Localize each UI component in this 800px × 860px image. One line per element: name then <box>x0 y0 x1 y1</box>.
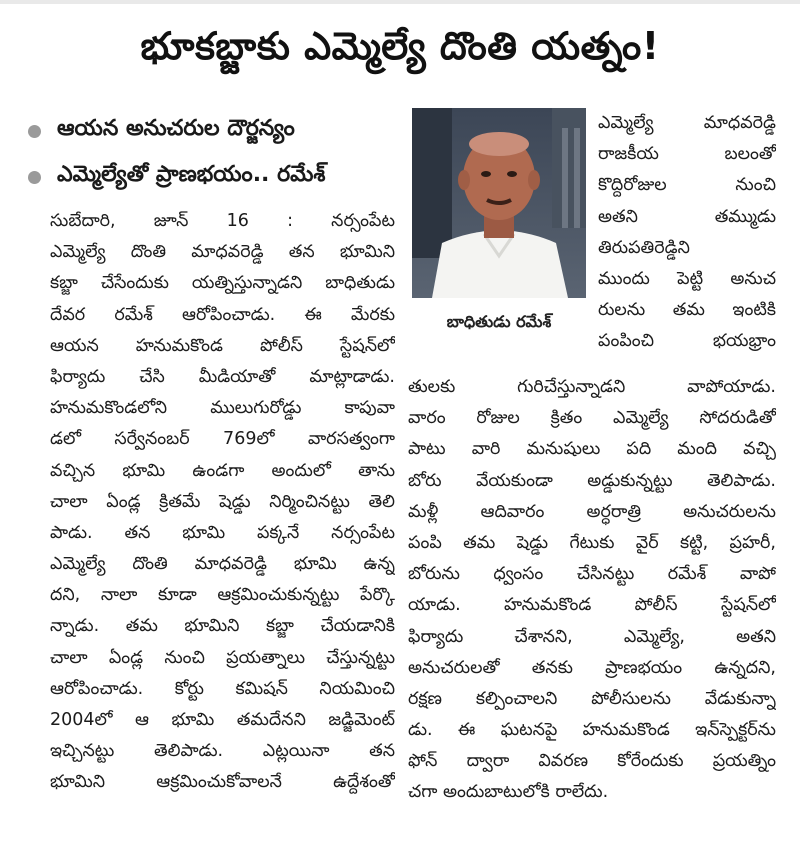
body-text-line: చాలా ఏండ్ల క్రితమే షెడ్డు నిర్మించినట్టు తెలి <box>50 491 395 512</box>
top-rule <box>0 0 800 4</box>
body-text-line: బోరును ధ్వంసం చేసినట్టు రమేశ్ వాపో <box>408 564 776 585</box>
body-text-line: ఎమ్మెల్యే దొంతి మాధవరెడ్డి తన భూమిని <box>50 242 395 263</box>
news-photo <box>412 108 586 298</box>
body-text-line: అతని తమ్ముడు <box>598 206 776 227</box>
body-text-line: తిరుపతిరెడ్డిని <box>598 237 690 258</box>
body-text-line: 2004లో ఆ భూమి తమదేనని జడ్జిమెంట్ <box>50 710 395 730</box>
body-text-line: ఆరోపించాడు. కోర్టు కమిషన్ నియమించి <box>50 678 395 699</box>
body-text-line: ముందు పెట్టి అనుచ <box>598 268 776 289</box>
body-text-line: భూమిని ఆక్రమించుకోవాలనే ఉద్దేశంతో <box>50 772 395 793</box>
person-photo-illustration <box>412 108 586 298</box>
body-text-line: ఇచ్చినట్టు తెలిపాడు. ఎట్లయినా తన <box>50 741 395 762</box>
body-text-line: ఎమ్మెల్యే దొంతి మాధవరెడ్డి భూమి ఉన్న <box>50 554 395 575</box>
body-text-line: న్నాడు. తమ భూమిని కబ్జా చేయడానికి <box>50 616 395 637</box>
body-text-line: ఎమ్మెల్యే మాధవరెడ్డి <box>598 113 776 133</box>
body-text-line: పాటు వారి మనుషులు పది మంది వచ్చి <box>408 439 776 460</box>
body-text-line: దేవర రమేశ్ ఆరోపించాడు. ఈ మేరకు <box>50 304 395 325</box>
body-text-line: మళ్లీ ఆదివారం అర్ధరాత్రి అనుచరులను <box>408 501 776 522</box>
body-text-line: దని, నాలా కూడా ఆక్రమించుకున్నట్టు పేర్కొ <box>50 585 395 606</box>
body-column-left <box>50 206 395 799</box>
body-text-line: రాజకీయ బలంతో <box>598 144 776 165</box>
body-text-line: వారం రోజుల క్రితం ఎమ్మెల్యే సోదరుడితో <box>408 408 776 429</box>
body-column-right-top <box>598 108 776 358</box>
subhead-item <box>20 108 410 154</box>
body-text-line: డు. ఈ ఘటనపై హనుమకొండ ఇన్‌స్పెక్టర్‌ను <box>408 720 776 741</box>
body-text-line: రక్షణ కల్పించాలని పోలీసులను వేడుకున్నా <box>408 688 776 709</box>
bullet-dot-icon <box>28 125 41 138</box>
body-text-line: ఫోన్ ద్వారా వివరణ కోరేందుకు ప్రయత్నిం <box>408 751 776 772</box>
body-text-line: బోరు వేయకుండా అడ్డుకున్నట్టు తెలిపాడు. <box>408 470 776 491</box>
body-text-line: చాలా ఏండ్ల నుంచి ప్రయత్నాలు చేస్తున్నట్టు <box>50 647 395 668</box>
body-text-line: పాడు. తన భూమి పక్కనే నర్సంపేట <box>50 522 395 543</box>
body-text-line: ఆయన హనుమకొండ పోలీస్ స్టేషన్‌లో <box>50 335 395 356</box>
body-text-line: యాడు. హనుమకొండ పోలీస్ స్టేషన్‌లో <box>408 595 776 616</box>
body-text-line: ఫిర్యాదు చేసి మీడియాతో మాట్లాడాడు. <box>50 366 395 387</box>
subhead-text: ఎమ్మెల్యేతో ప్రాణభయం.. రమేశ్ <box>57 162 326 187</box>
body-text-line: పంపి తమ షెడ్డు గేటుకు వైర్ కట్టి, ప్రహరీ, <box>408 532 776 553</box>
body-text-line: హనుమకొండలోని ములుగురోడ్డు కాపువా <box>50 398 395 419</box>
body-text-line: కబ్జా చేసేందుకు యత్నిస్తున్నాడని బాధితుడు <box>50 273 395 294</box>
body-column-right-bottom <box>408 372 776 809</box>
body-text-line: కొద్దిరోజుల నుంచి <box>598 175 776 196</box>
body-text-line: సుబేదారి, జూన్ 16 : నర్సంపేట <box>50 211 395 231</box>
body-text-line: డలో సర్వేనంబర్ 769లో వారసత్వంగా <box>50 429 395 450</box>
bullet-dot-icon <box>28 171 41 184</box>
body-text-line: చగా అందుబాటులోకి రాలేదు. <box>408 782 609 803</box>
body-text-line: తులకు గురిచేస్తున్నాడని వాపోయాడు. <box>408 377 776 397</box>
body-text-line: వచ్చిన భూమి ఉండగా అందులో తాను <box>50 460 395 481</box>
subhead-text: ఆయన అనుచరుల దౌర్జన్యం <box>57 116 295 141</box>
body-text-line: ఫిర్యాదు చేశానని, ఎమ్మెల్యే, అతని <box>408 626 776 647</box>
body-text-line: పంపించి భయభ్రాం <box>598 331 776 352</box>
body-text-line: రులను తమ ఇంటికి <box>598 300 776 321</box>
subhead-list <box>20 108 410 200</box>
body-text-line: అనుచరులతో తనకు ప్రాణభయం ఉన్నదని, <box>408 657 776 678</box>
headline: భూకబ్జాకు ఎమ్మెల్యే దొంతి యత్నం! <box>140 24 660 68</box>
photo-caption: బాధితుడు రమేశ్ <box>446 312 552 331</box>
subhead-item <box>20 154 410 200</box>
